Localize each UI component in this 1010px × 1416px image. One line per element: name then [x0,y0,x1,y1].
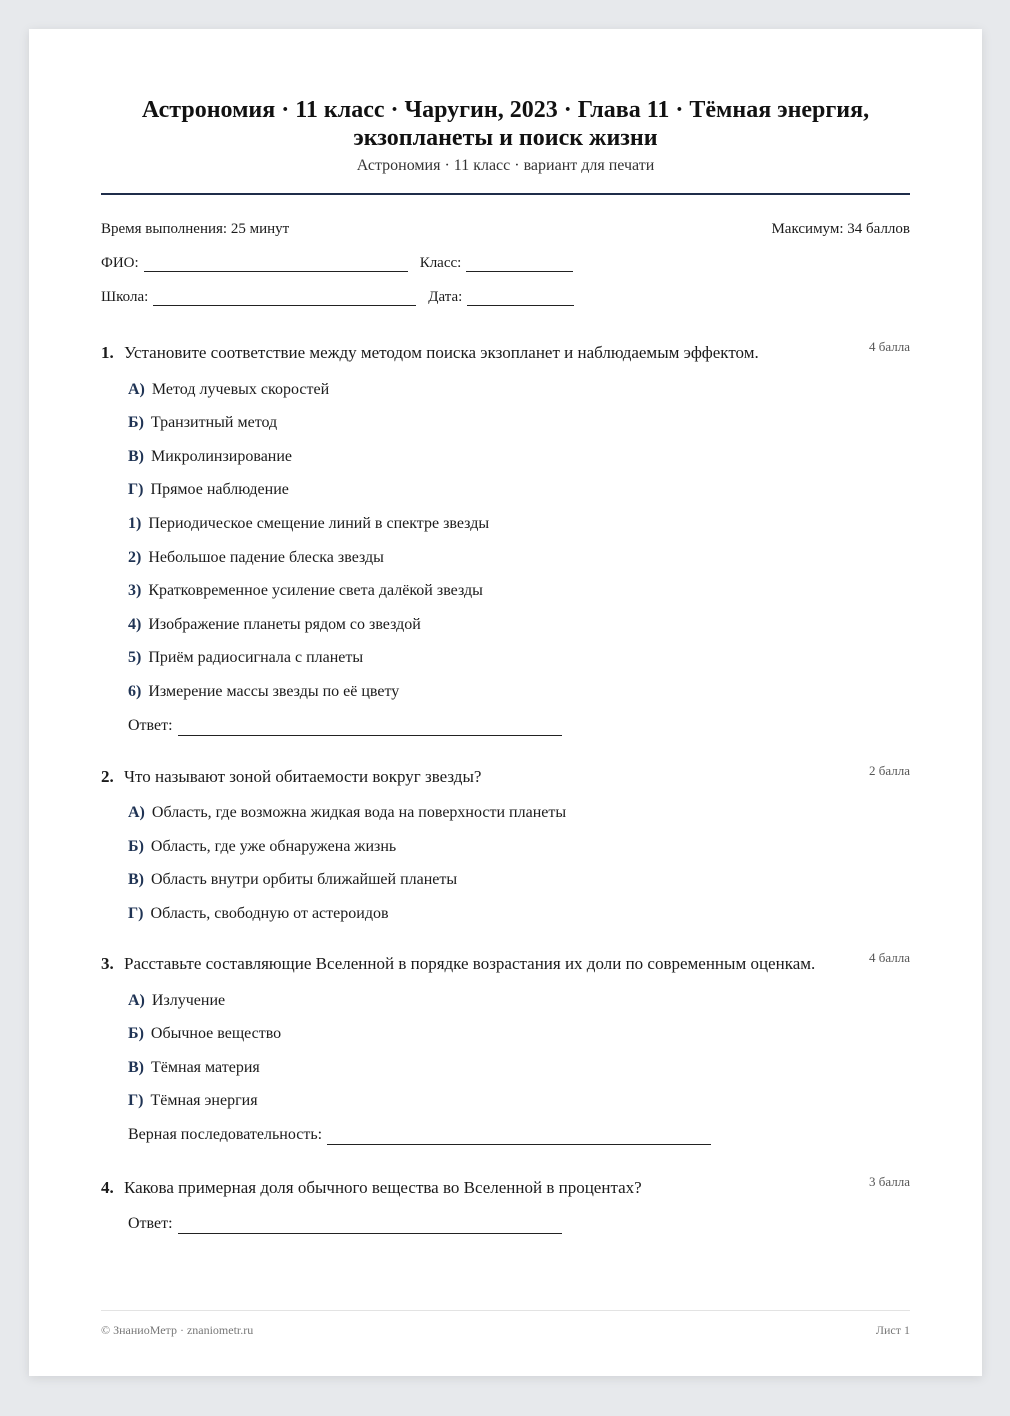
option-3 [128,581,910,601]
option-text: Периодическое смещение линий в спектре звезды [148,514,490,532]
option-text: Область, где уже обнаружена жизнь [150,837,397,855]
answer-field[interactable] [178,1218,562,1234]
option-text: Область внутри орбиты ближайшей планеты [151,871,458,889]
option-label: В) [128,871,144,889]
answer-row [128,716,910,736]
question-points: 4 балла [869,339,910,354]
answer-label: Верная последовательность: [128,1125,323,1143]
time-limit: Время выполнения: 25 минут [101,221,290,237]
option-text: Метод лучевых скоростей [151,380,330,398]
fio-field[interactable] [144,257,408,272]
option-text: Область, где возможна жидкая вода на поверхности планеты [151,804,567,822]
worksheet-page [29,29,982,1376]
option-label: Г) [128,481,144,499]
option-v [128,447,910,467]
question-3 [101,950,910,1145]
option-5 [128,648,910,668]
option-label: Г) [128,904,144,922]
option-text: Кратковременное усиление света далёкой звезды [148,582,483,600]
school-field[interactable] [153,291,416,306]
option-label: В) [128,1058,144,1076]
question-number: 4. [101,1177,114,1197]
option-label: 5) [128,649,142,667]
option-6 [128,682,910,702]
max-score: Максимум: 34 баллов [771,221,910,237]
class-field[interactable] [466,257,573,272]
page-title: Астрономия · 11 класс · Чаругин, 2023 · Глава 11 · Тёмная энергия, экзопланеты и поиск жизни [141,97,870,151]
school-date-row [101,288,910,306]
option-b [128,1024,910,1044]
option-label: Б) [128,414,144,432]
option-label: В) [128,447,144,465]
option-text: Тёмная энергия [150,1092,258,1110]
question-points: 2 балла [869,762,910,778]
page-footer [101,1310,910,1338]
option-a [128,991,910,1011]
answer-label: Ответ: [128,1215,173,1233]
option-label: 1) [128,514,142,532]
question-text: Установите соответствие между методом поиска экзопланет и наблюдаемым эффектом. [124,343,759,362]
option-text: Приём радиосигнала с планеты [148,649,364,667]
option-text: Микролинзирование [151,447,293,465]
option-b [128,837,910,857]
page-number: Лист 1 [875,1323,910,1337]
option-a [128,380,910,400]
option-v [128,870,910,890]
date-field[interactable] [467,291,574,306]
option-text: Тёмная материя [151,1058,260,1076]
date-label: Дата: [428,289,463,305]
class-label: Класс: [419,255,462,271]
option-label: А) [128,804,145,822]
answer-row [128,1214,910,1234]
page-subtitle: Астрономия · 11 класс · вариант для печати [356,157,655,174]
question-text: Что называют зоной обитаемости вокруг звезды? [124,766,482,786]
question-1 [101,339,910,736]
question-number: 2. [101,766,114,786]
option-2 [128,548,910,568]
fio-label: ФИО: [101,255,139,271]
option-text: Изображение планеты рядом со звездой [148,615,421,633]
option-label: А) [128,991,145,1009]
question-text: Какова примерная доля обычного вещества во Вселенной в процентах? [124,1177,642,1197]
option-v [128,1058,910,1078]
option-text: Прямое наблюдение [150,481,289,499]
option-b [128,413,910,433]
footer-copyright: © ЗнаниоМетр · znaniometr.ru [101,1323,254,1337]
option-label: 3) [128,582,142,600]
option-a [128,803,910,823]
option-text: Транзитный метод [150,414,278,432]
option-1 [128,514,910,534]
answer-field[interactable] [178,720,562,736]
question-4 [101,1174,910,1235]
sequence-field[interactable] [327,1129,711,1145]
question-number: 3. [101,953,114,973]
question-2 [101,763,910,924]
option-label: Г) [128,1092,144,1110]
option-label: 4) [128,615,142,633]
option-text: Обычное вещество [150,1025,282,1043]
option-g [128,480,910,500]
option-g [128,904,910,924]
option-label: Б) [128,1025,144,1043]
question-number: 1. [101,343,114,362]
answer-row [128,1125,910,1145]
option-label: А) [128,380,145,398]
school-label: Школа: [101,289,149,305]
option-text: Область, свободную от астероидов [150,904,389,922]
header-divider [101,193,910,195]
fio-class-row [101,254,910,272]
option-text: Измерение массы звезды по её цвету [148,682,400,700]
question-points: 4 балла [869,949,910,965]
option-label: Б) [128,837,144,855]
answer-label: Ответ: [128,716,173,734]
option-label: 6) [128,682,142,700]
meta-row [101,220,910,238]
option-4 [128,615,910,635]
question-text: Расставьте составляющие Вселенной в порядке возрастания их доли по современным оценкам. [124,953,816,973]
option-g [128,1091,910,1111]
option-text: Небольшое падение блеска звезды [148,548,384,566]
question-points: 3 балла [869,1173,910,1189]
option-label: 2) [128,548,142,566]
option-text: Излучение [151,991,226,1009]
